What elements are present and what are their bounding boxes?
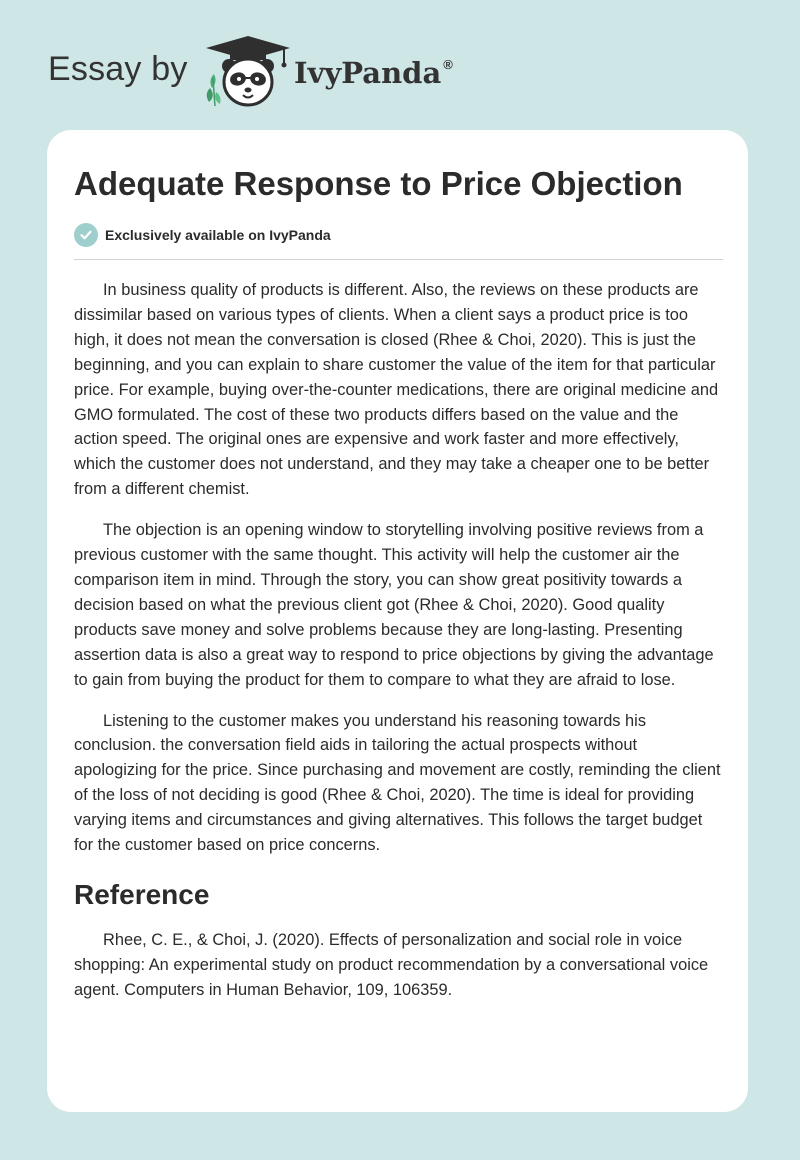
essay-by-label: Essay by — [48, 50, 188, 88]
registered-mark: ® — [443, 57, 453, 72]
divider — [74, 259, 723, 260]
check-icon — [74, 223, 98, 247]
brand-name[interactable]: IvyPanda ® — [294, 56, 453, 90]
page-title: Adequate Response to Price Objection — [74, 165, 683, 202]
site-header — [48, 34, 648, 114]
reference-entry: Rhee, C. E., & Choi, J. (2020). Effects of personalization and social role in voice shopping: An experimental study on product recommendation by a conversational voice agent. Computers in Human Behavior, 109, 106359. — [74, 930, 709, 999]
exclusive-badge-label: Exclusively available on IvyPanda — [105, 227, 331, 243]
exclusive-badge — [74, 222, 723, 248]
reference-heading: Reference — [74, 878, 210, 910]
essay-content — [74, 164, 723, 1003]
ivypanda-logo-icon[interactable] — [200, 34, 296, 110]
body-paragraph: In business quality of products is different. Also, the reviews on these products are dissimilar based on various types of clients. When a client says a product price is too high, it does not mean the conversation is closed (Rhee & Choi, 2020). This is just the beginning, and you can explain to share customer the value of the item for that particular price. For example, buying over-the-counter medications, there are original medicine and GMO formulated. The cost of these two products differs based on the value and the action speed. The original ones are expensive and work faster and more effectively, which the customer does not understand, and they may take a cheaper one to be better from a different chemist. — [74, 281, 719, 499]
body-paragraph: The objection is an opening window to storytelling involving positive reviews from a previous customer with the same thought. This activity will help the customer air the comparison item in mind. Through the story, you can show great positivity towards a decision based on what the previous client got (Rhee & Choi, 2020). Good quality products save money and solve problems because they are long-lasting. Presenting assertion data is also a great way to respond to price objections by giving the advantage to gain from buying the product for them to compare to what they are afraid to lose. — [74, 521, 714, 689]
essay-card — [47, 130, 748, 1112]
body-paragraph: Listening to the customer makes you understand his reasoning towards his conclusion. the conversation field aids in tailoring the actual prospects without apologizing for the price. Since purchasing and movement are costly, reminding the client of the loss of not deciding is good (Rhee & Choi, 2020). The time is ideal for providing varying items and circumstances and giving alternatives. This follows the target budget for the customer based on price concerns. — [74, 711, 721, 855]
